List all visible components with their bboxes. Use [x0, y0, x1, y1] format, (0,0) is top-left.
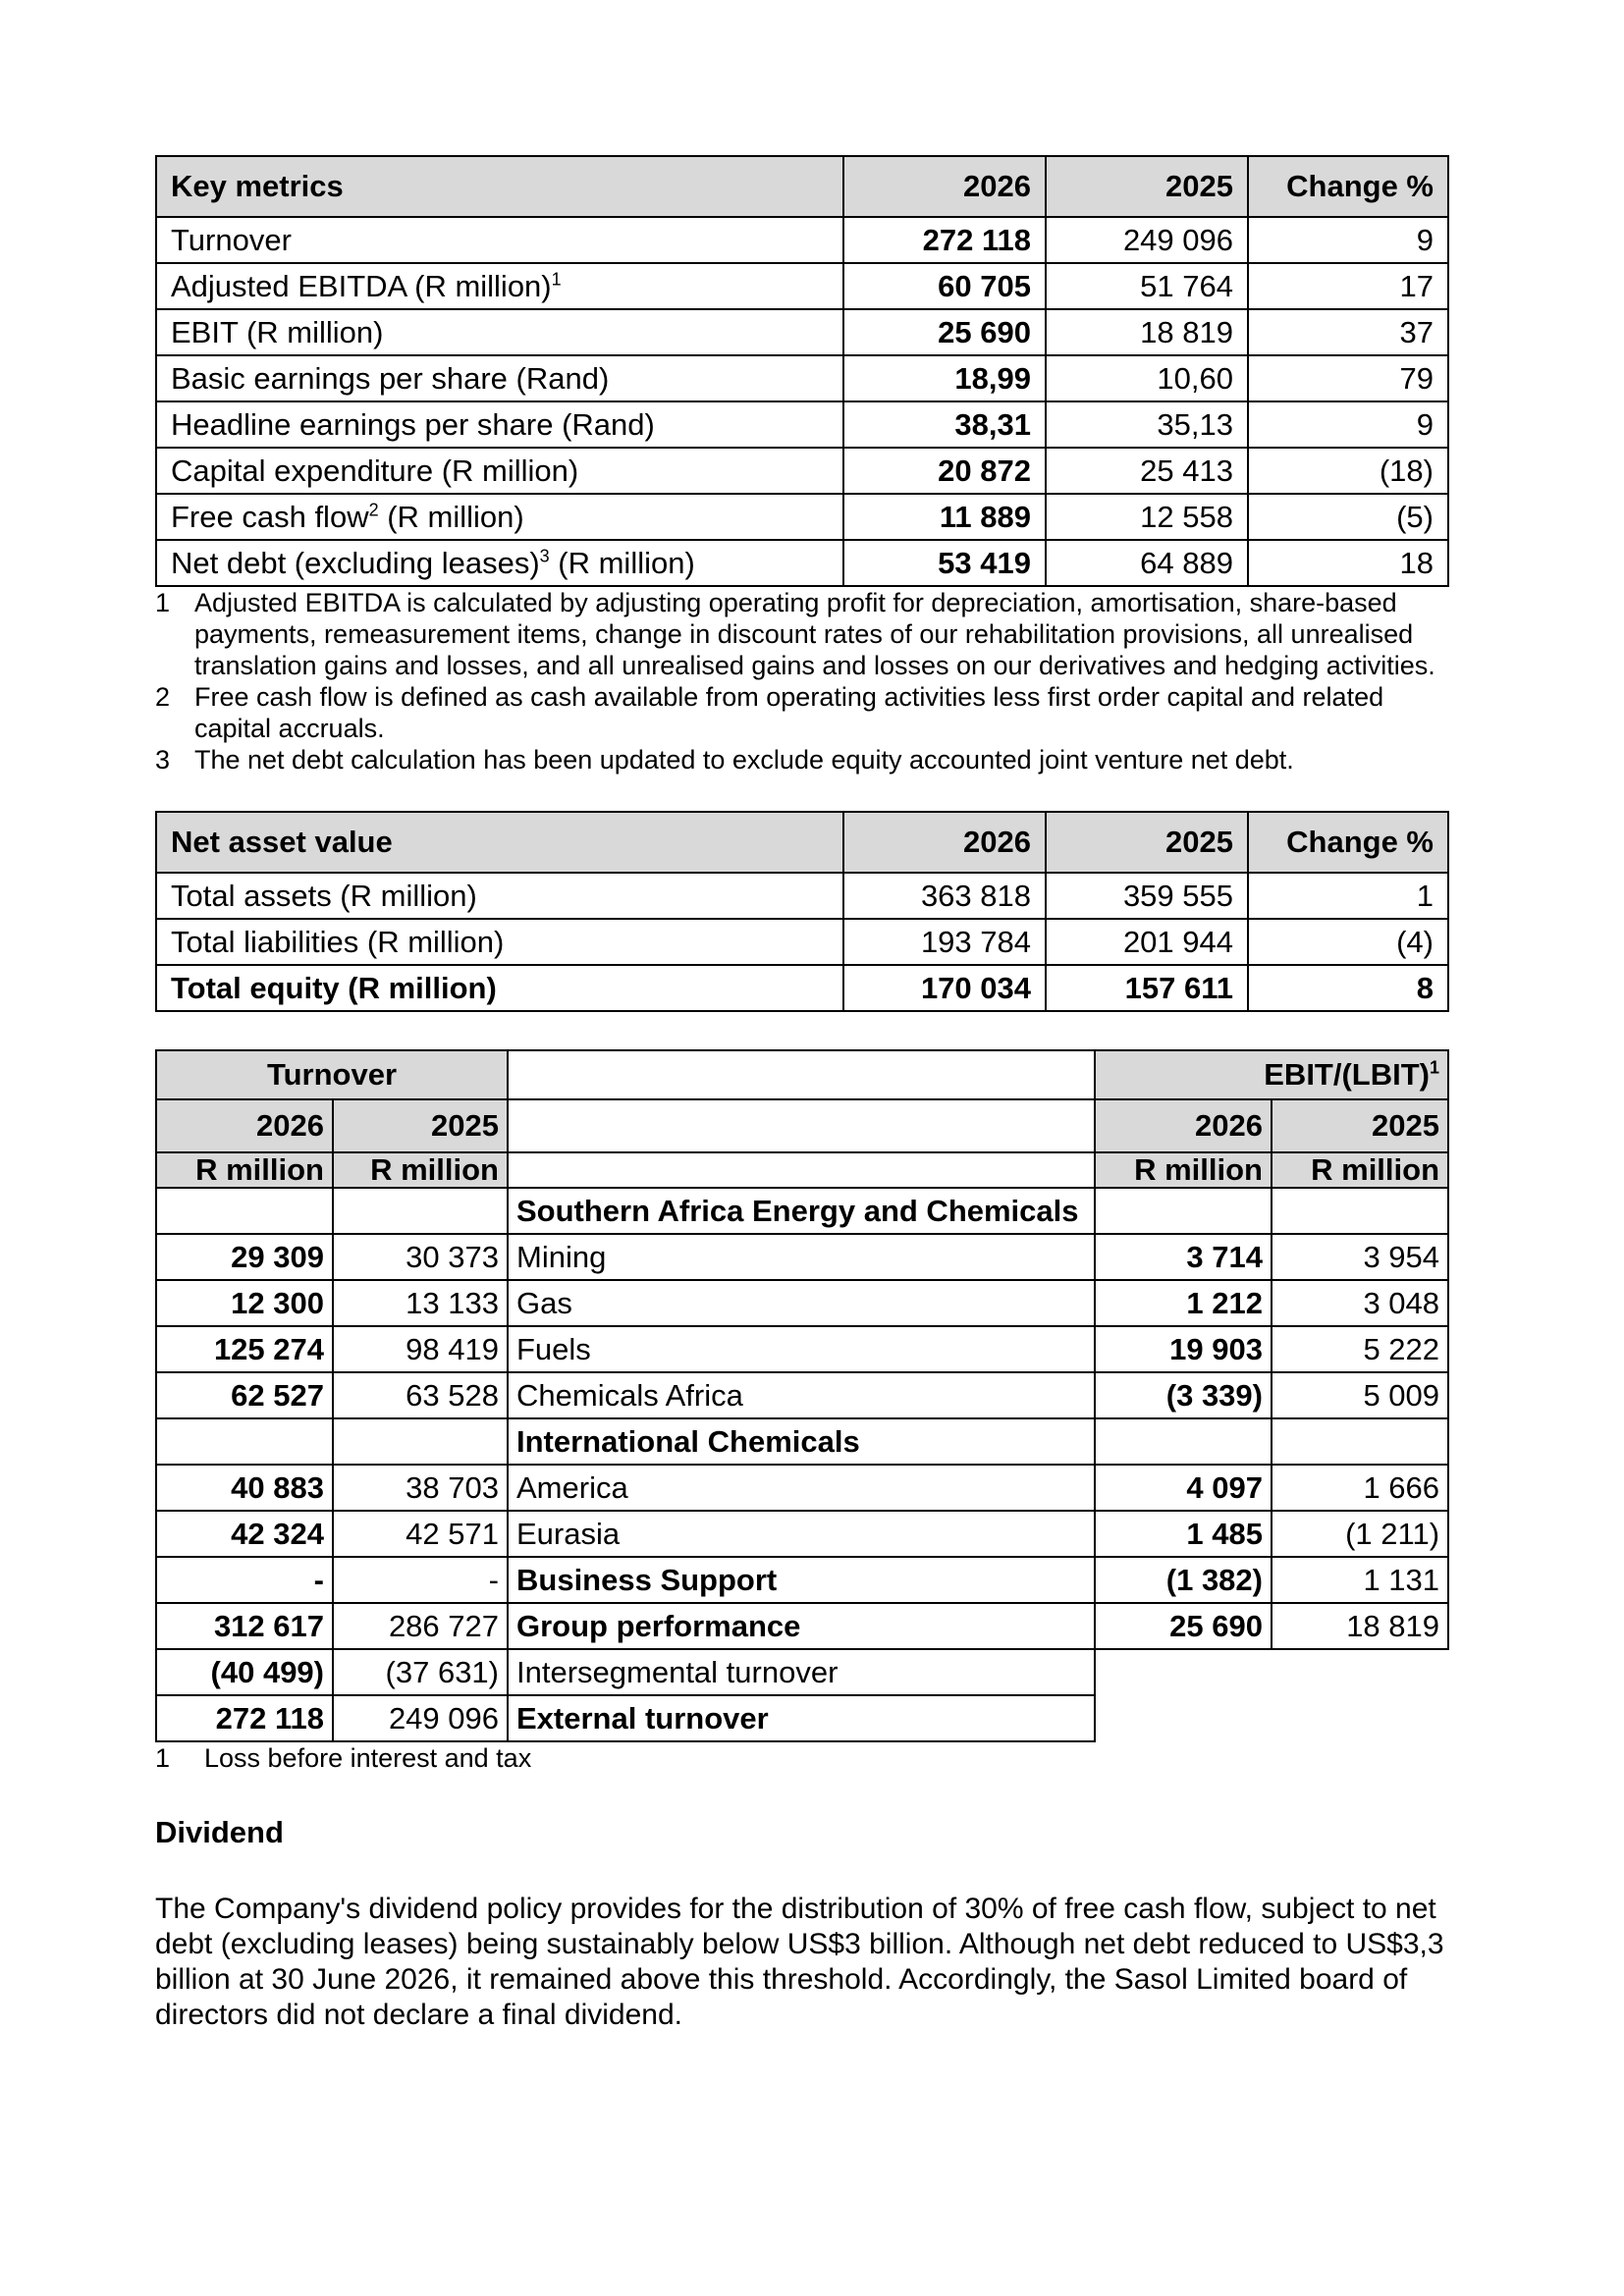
- metric-value-2025: 25 413: [1046, 448, 1248, 494]
- section-blank: [333, 1418, 508, 1465]
- segment-row: [156, 1280, 1448, 1326]
- turnover-2025: 63 528: [333, 1372, 508, 1418]
- footnote-text: The net debt calculation has been updated to exclude equity accounted joint venture net debt.: [194, 745, 1294, 774]
- metric-value-2025: 51 764: [1046, 263, 1248, 309]
- turnover-header: Turnover: [156, 1050, 508, 1099]
- nav-label: Total assets (R million): [156, 873, 843, 919]
- segment-row: [156, 1649, 1448, 1695]
- metric-change: (18): [1248, 448, 1448, 494]
- section-title: International Chemicals: [508, 1418, 1095, 1465]
- metric-label: Basic earnings per share (Rand): [156, 355, 843, 401]
- turnover-2025: 30 373: [333, 1234, 508, 1280]
- key-metrics-row: [156, 309, 1448, 355]
- segment-row: [156, 1326, 1448, 1372]
- metric-label: Capital expenditure (R million): [156, 448, 843, 494]
- header-2026: 2026: [843, 156, 1046, 217]
- section-title: Southern Africa Energy and Chemicals: [508, 1188, 1095, 1234]
- metric-label: Headline earnings per share (Rand): [156, 401, 843, 448]
- nav-value-2025: 201 944: [1046, 919, 1248, 965]
- segment-label: Business Support: [508, 1557, 1095, 1603]
- segment-row: [156, 1603, 1448, 1649]
- footnote-item: [155, 681, 1447, 744]
- turnover-unit-2026: R million: [156, 1152, 333, 1188]
- metric-value-2026: 20 872: [843, 448, 1046, 494]
- metric-value-2025: 10,60: [1046, 355, 1248, 401]
- segment-row: [156, 1234, 1448, 1280]
- segment-label: Fuels: [508, 1326, 1095, 1372]
- turnover-year-2025: 2025: [333, 1099, 508, 1152]
- ebit-2025: 3 048: [1272, 1280, 1448, 1326]
- nav-header-change: Change %: [1248, 812, 1448, 873]
- key-metrics-row: [156, 401, 1448, 448]
- section-blank: [333, 1188, 508, 1234]
- section-blank: [1272, 1188, 1448, 1234]
- ebit-2025: 1 666: [1272, 1465, 1448, 1511]
- metric-value-2026: 60 705: [843, 263, 1046, 309]
- segment-year-blank: [508, 1099, 1095, 1152]
- turnover-2026: 12 300: [156, 1280, 333, 1326]
- nav-header-2025: 2025: [1046, 812, 1248, 873]
- footnote-text: Free cash flow is defined as cash available from operating activities less first order capital and related capital accruals.: [194, 682, 1384, 743]
- ebit-2026: (1 382): [1095, 1557, 1272, 1603]
- segment-label: Group performance: [508, 1603, 1095, 1649]
- nav-row: [156, 919, 1448, 965]
- segment-label: America: [508, 1465, 1095, 1511]
- metric-label: Free cash flow$^2$ (R million): [156, 494, 843, 540]
- metric-value-2026: 272 118: [843, 217, 1046, 263]
- metric-change: 18: [1248, 540, 1448, 586]
- key-metrics-row: [156, 494, 1448, 540]
- turnover-2026: 272 118: [156, 1695, 333, 1741]
- segment-row: [156, 1557, 1448, 1603]
- turnover-2026: 62 527: [156, 1372, 333, 1418]
- ebit-2025: 1 131: [1272, 1557, 1448, 1603]
- key-metrics-title: Key metrics: [156, 156, 843, 217]
- section-blank: [1095, 1418, 1272, 1465]
- net-asset-value-table: [155, 811, 1449, 1012]
- nav-change: 8: [1248, 965, 1448, 1011]
- ebit-unit-2025: R million: [1272, 1152, 1448, 1188]
- metric-label: Net debt (excluding leases)$^3$ (R million): [156, 540, 843, 586]
- ebit-year-2025: 2025: [1272, 1099, 1448, 1152]
- nav-value-2026: 193 784: [843, 919, 1046, 965]
- segment-section-row: [156, 1188, 1448, 1234]
- segment-unit-blank: [508, 1152, 1095, 1188]
- ebit-2026: 19 903: [1095, 1326, 1272, 1372]
- ebit-2026: 1 485: [1095, 1511, 1272, 1557]
- segment-year-header: [156, 1099, 1448, 1152]
- ebit-2025: 5 009: [1272, 1372, 1448, 1418]
- ebit-2026: 1 212: [1095, 1280, 1272, 1326]
- metric-value-2025: 64 889: [1046, 540, 1248, 586]
- segment-table: [155, 1049, 1449, 1742]
- header-2025: 2025: [1046, 156, 1248, 217]
- turnover-2025: -: [333, 1557, 508, 1603]
- nav-title: Net asset value: [156, 812, 843, 873]
- ebit-2025: 18 819: [1272, 1603, 1448, 1649]
- segment-section-row: [156, 1418, 1448, 1465]
- nav-row: [156, 965, 1448, 1011]
- key-metrics-table: [155, 155, 1449, 587]
- segment-unit-header: [156, 1152, 1448, 1188]
- turnover-year-2026: 2026: [156, 1099, 333, 1152]
- segment-label: External turnover: [508, 1695, 1095, 1741]
- nav-value-2025: 157 611: [1046, 965, 1248, 1011]
- nav-value-2026: 170 034: [843, 965, 1046, 1011]
- turnover-2026: -: [156, 1557, 333, 1603]
- ebit-2026: 3 714: [1095, 1234, 1272, 1280]
- segment-group-header: [156, 1050, 1448, 1099]
- ebit-blank: [1095, 1649, 1448, 1695]
- nav-value-2026: 363 818: [843, 873, 1046, 919]
- metric-change: 9: [1248, 217, 1448, 263]
- turnover-2026: 40 883: [156, 1465, 333, 1511]
- turnover-2026: 312 617: [156, 1603, 333, 1649]
- nav-label: Total liabilities (R million): [156, 919, 843, 965]
- turnover-2026: 42 324: [156, 1511, 333, 1557]
- header-change: Change %: [1248, 156, 1448, 217]
- metric-value-2026: 18,99: [843, 355, 1046, 401]
- key-metrics-row: [156, 217, 1448, 263]
- nav-header: [156, 812, 1448, 873]
- footnote-number: 2: [155, 682, 171, 712]
- segment-label: Gas: [508, 1280, 1095, 1326]
- turnover-2026: (40 499): [156, 1649, 333, 1695]
- metric-change: (5): [1248, 494, 1448, 540]
- key-metrics-row: [156, 355, 1448, 401]
- segment-label: Eurasia: [508, 1511, 1095, 1557]
- metric-change: 9: [1248, 401, 1448, 448]
- metric-value-2025: 12 558: [1046, 494, 1248, 540]
- key-metrics-row: [156, 540, 1448, 586]
- metric-change: 79: [1248, 355, 1448, 401]
- segment-label: Intersegmental turnover: [508, 1649, 1095, 1695]
- ebit-unit-2026: R million: [1095, 1152, 1272, 1188]
- metric-value-2025: 18 819: [1046, 309, 1248, 355]
- section-blank: [156, 1188, 333, 1234]
- nav-change: (4): [1248, 919, 1448, 965]
- key-metrics-row: [156, 448, 1448, 494]
- turnover-2025: 98 419: [333, 1326, 508, 1372]
- footnote-number: 3: [155, 745, 171, 774]
- metric-label: EBIT (R million): [156, 309, 843, 355]
- turnover-2025: 286 727: [333, 1603, 508, 1649]
- turnover-2025: 42 571: [333, 1511, 508, 1557]
- metric-label: Turnover: [156, 217, 843, 263]
- turnover-2025: 38 703: [333, 1465, 508, 1511]
- segment-body: [156, 1188, 1448, 1741]
- dividend-paragraph: The Company's dividend policy provides for the distribution of 30% of free cash flow, subject to net debt (excluding leases) being sustainably below US$3 billion. Although net debt reduced to US$3,3 billion at 30 June 2026, it remained above this threshold. Accordingly, the Sasol Limited board of directors did not declare a final dividend.: [155, 1893, 1444, 2031]
- segment-header-blank: [508, 1050, 1095, 1099]
- segment-label: Chemicals Africa: [508, 1372, 1095, 1418]
- ebit-2025: 3 954: [1272, 1234, 1448, 1280]
- key-metrics-row: [156, 263, 1448, 309]
- section-blank: [156, 1418, 333, 1465]
- segment-row: [156, 1695, 1448, 1741]
- segment-label: Mining: [508, 1234, 1095, 1280]
- footnote-text: Adjusted EBITDA is calculated by adjusting operating profit for depreciation, amortisation, share-based payments, remeasurement items, change in discount rates of our rehabilitation provisions, all unrealised translation gains and losses, and all unrealised gains and losses on our derivatives and hedging activities.: [194, 588, 1435, 680]
- section-blank: [1095, 1188, 1272, 1234]
- ebit-2026: 4 097: [1095, 1465, 1272, 1511]
- segment-row: [156, 1465, 1448, 1511]
- nav-change: 1: [1248, 873, 1448, 919]
- key-metrics-body: [156, 217, 1448, 586]
- metric-value-2026: 38,31: [843, 401, 1046, 448]
- turnover-2026: 125 274: [156, 1326, 333, 1372]
- segment-row: [156, 1372, 1448, 1418]
- dividend-heading: Dividend: [155, 1815, 284, 1849]
- ebit-2025: (1 211): [1272, 1511, 1448, 1557]
- turnover-2025: 13 133: [333, 1280, 508, 1326]
- footnote-item: [155, 744, 1447, 775]
- segment-row: [156, 1511, 1448, 1557]
- ebit-2026: (3 339): [1095, 1372, 1272, 1418]
- metric-change: 37: [1248, 309, 1448, 355]
- ebit-2026: 25 690: [1095, 1603, 1272, 1649]
- ebit-2025: 5 222: [1272, 1326, 1448, 1372]
- segment-footnote-item: 1 Loss before interest and tax: [155, 1743, 532, 1773]
- footnote-number: 1: [155, 588, 171, 617]
- section-blank: [1272, 1418, 1448, 1465]
- metric-change: 17: [1248, 263, 1448, 309]
- metric-value-2026: 11 889: [843, 494, 1046, 540]
- key-metrics-footnotes: [155, 587, 1447, 775]
- ebit-header: EBIT/(LBIT)$^1$: [1095, 1050, 1448, 1099]
- segment-footnote: [155, 1742, 1447, 1774]
- nav-row: [156, 873, 1448, 919]
- metric-value-2025: 249 096: [1046, 217, 1248, 263]
- key-metrics-header: [156, 156, 1448, 217]
- nav-label: Total equity (R million): [156, 965, 843, 1011]
- metric-value-2025: 35,13: [1046, 401, 1248, 448]
- nav-header-2026: 2026: [843, 812, 1046, 873]
- ebit-blank: [1095, 1695, 1448, 1741]
- turnover-2025: (37 631): [333, 1649, 508, 1695]
- metric-label: Adjusted EBITDA (R million)$^1$: [156, 263, 843, 309]
- footnote-item: [155, 587, 1447, 681]
- nav-body: [156, 873, 1448, 1011]
- page: [155, 155, 1447, 2033]
- turnover-unit-2025: R million: [333, 1152, 508, 1188]
- turnover-2026: 29 309: [156, 1234, 333, 1280]
- metric-value-2026: 53 419: [843, 540, 1046, 586]
- ebit-year-2026: 2026: [1095, 1099, 1272, 1152]
- metric-value-2026: 25 690: [843, 309, 1046, 355]
- nav-value-2025: 359 555: [1046, 873, 1248, 919]
- turnover-2025: 249 096: [333, 1695, 508, 1741]
